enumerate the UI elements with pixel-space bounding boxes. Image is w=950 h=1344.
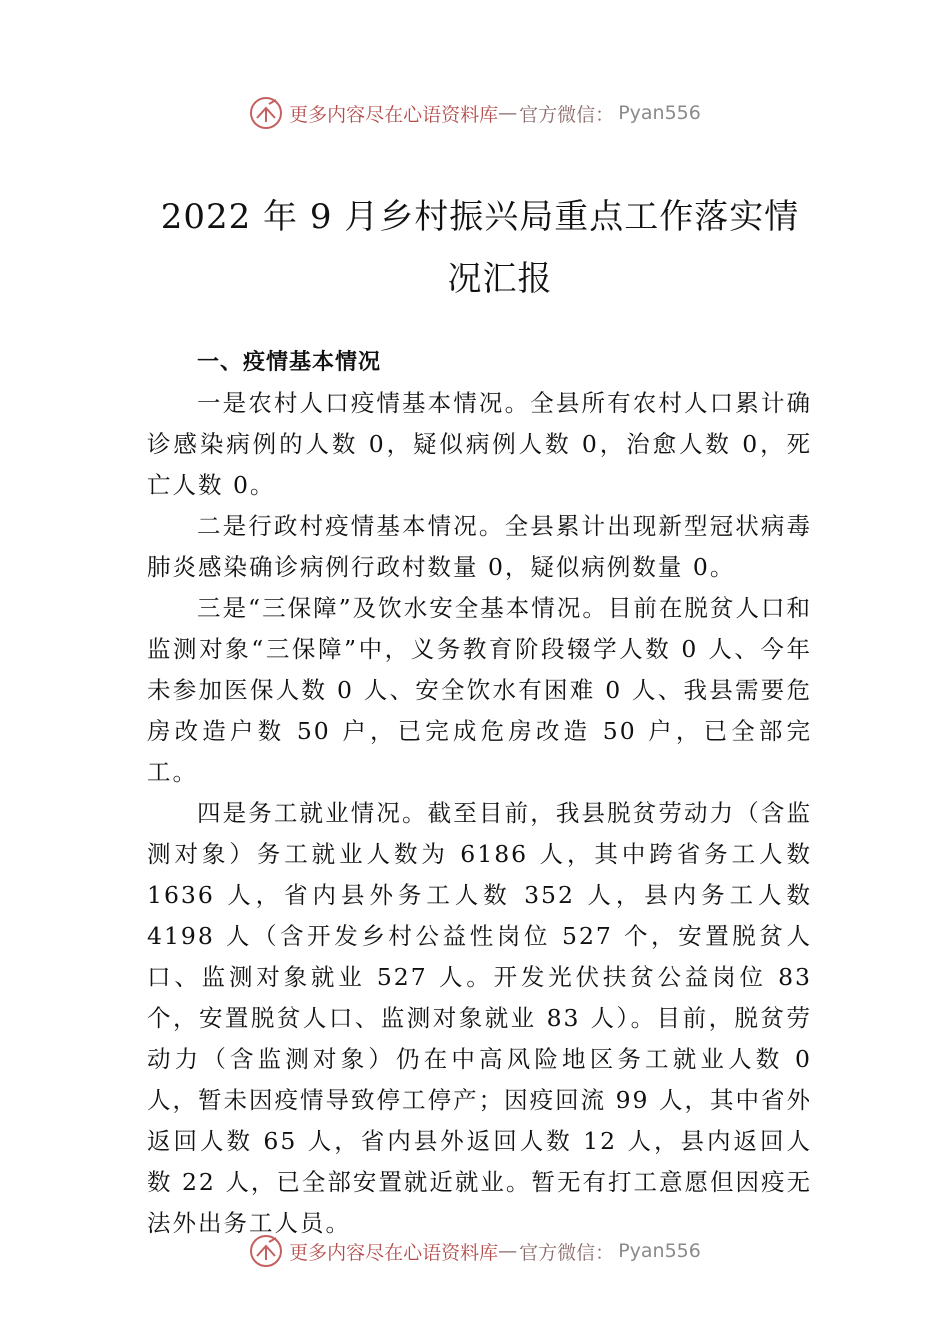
watermark-label: 官方微信： xyxy=(519,103,615,126)
paragraph-village-status: 二是行政村疫情基本情况。全县累计出现新型冠状病毒肺炎感染确诊病例行政村数量 0，疑似病例数量 0。 xyxy=(147,512,812,581)
section-heading: 一、疫情基本情况 xyxy=(197,350,382,375)
document-title xyxy=(100,186,860,310)
paragraph-three-guarantees: 三是“三保障”及饮水安全基本情况。目前在脱贫人口和监测对象“三保障”中，义务教育阶段辍学人数 0 人、今年未参加医保人数 0 人、安全饮水有困难 0 人、我县需要危房改造户数 50 户，已完成危房改造 50 户，已全部完工。 xyxy=(147,594,812,786)
watermark-label: 官方微信： xyxy=(519,1241,615,1264)
watermark-site-name: 更多内容尽在心语资料库 xyxy=(289,103,499,126)
watermark-site-name: 更多内容尽在心语资料库 xyxy=(289,1241,499,1264)
footer-watermark xyxy=(0,1234,950,1268)
title-line-2: 况汇报 xyxy=(447,259,553,299)
watermark-separator: — xyxy=(498,1240,518,1262)
header-watermark xyxy=(0,96,950,130)
watermark-wechat-id: Pyan556 xyxy=(618,1240,701,1262)
watermark-wechat-id: Pyan556 xyxy=(618,102,701,124)
title-line-1: 2022 年 9 月乡村振兴局重点工作落实情 xyxy=(160,197,800,237)
document-body xyxy=(147,342,812,1244)
paragraph-rural-population: 一是农村人口疫情基本情况。全县所有农村人口累计确诊感染病例的人数 0，疑似病例人数 0，治愈人数 0，死亡人数 0。 xyxy=(147,389,812,499)
watermark-separator: — xyxy=(498,102,518,124)
paragraph-employment: 四是务工就业情况。截至目前，我县脱贫劳动力（含监测对象）务工就业人数为 6186 人，其中跨省务工人数 1636 人，省内县外务工人数 352 人，县内务工人数 4198 人（含开发乡村公益性岗位 527 个，安置脱贫人口、监测对象就业 527 人。开发光伏扶贫公益岗位 83 个，安置脱贫人口、监测对象就业 83 人）。目前，脱贫劳动力（含监测对象）仍在中高风险地区务工就业人数 0 人，暂未因疫情导致停工停产；因疫回流 99 人，其中省外返回人数 65 人，省内县外返回人数 12 人，县内返回人数 22 人，已全部安置就近就业。暂无有打工意愿但因疫无法外出务工人员。 xyxy=(147,799,812,1237)
book-logo-icon xyxy=(249,1234,283,1268)
book-logo-icon xyxy=(249,96,283,130)
